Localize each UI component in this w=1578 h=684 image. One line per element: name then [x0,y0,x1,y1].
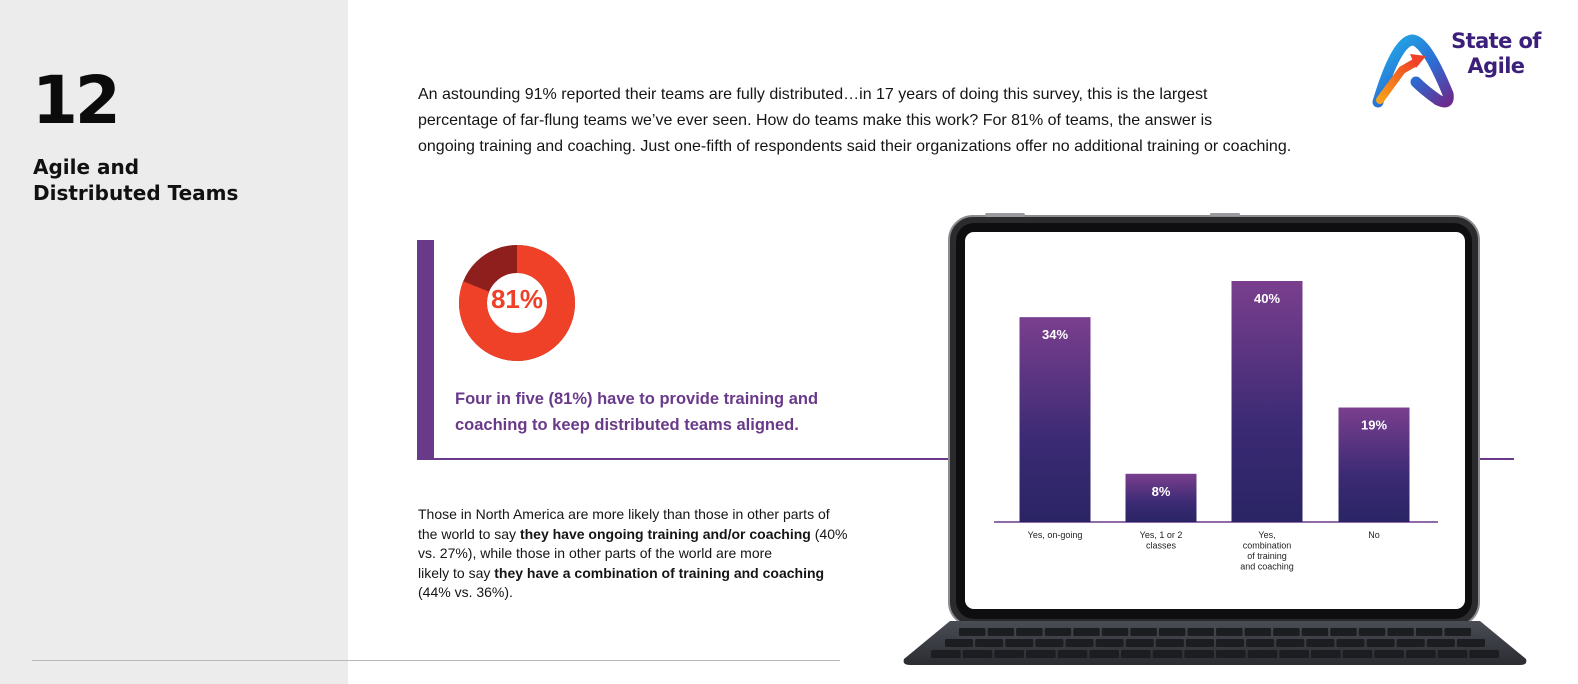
keyboard-key [1065,639,1093,647]
keyboard-key [1216,639,1244,647]
keyboard-key [945,639,973,647]
body-line [418,564,898,584]
keyboard-key [931,650,961,658]
keyboard-key [1005,639,1033,647]
keyboard-key [1045,628,1072,636]
donut-percent-label: 81% [490,284,544,314]
keyboard-key [1187,628,1214,636]
keyboard-key [1121,650,1151,658]
chart-category-label: Yes, combination of training and coaching [1240,530,1294,572]
keyboard-key [1216,650,1246,658]
footer-divider [32,660,840,661]
chart-data-label: 8% [1151,483,1171,499]
body-text-emphasis: they have a combination of training and coaching [494,564,825,581]
body-line: (44% vs. 36%). [418,584,513,600]
keyboard-key [1184,650,1214,658]
chart-category-label: No [1368,530,1380,540]
body-line: vs. 27%), while those in other parts of the world are more [418,545,773,561]
tablet-button [1210,213,1240,216]
keyboard-key [1126,639,1154,647]
keyboard-key [1306,639,1334,647]
keyboard-key [1248,650,1278,658]
keyboard-key [1427,639,1455,647]
keyboard-key [1026,650,1056,658]
keyboard-key [1216,628,1243,636]
keyboard-key [1102,628,1129,636]
keyboard-key [1058,650,1088,658]
sidebar-panel [0,0,348,684]
body-text-emphasis: they have ongoing training and/or coaching [519,525,811,542]
keyboard-key [1273,628,1300,636]
chart-data-label: 19% [1360,417,1388,433]
chart-category-label: Yes, on-going [1027,530,1083,540]
keyboard-key [1276,639,1304,647]
keyboard-key [1330,628,1357,636]
keyboard-key [1302,628,1329,636]
intro-line: An astounding 91% reported their teams are fully distributed…in 17 years of doing this survey, this is the largest [418,86,1208,103]
logo-wordmark [1436,29,1556,79]
callout-accent-bar [417,240,434,460]
keyboard-key [1016,628,1043,636]
tablet-button [985,213,1025,217]
keyboard-key [1089,650,1119,658]
keyboard-key [975,639,1003,647]
intro-line: percentage of far-flung teams we’ve ever seen. How do teams make this work? For 81% of teams, the answer is [418,112,1213,129]
callout-line: Four in five (81%) have to provide training and [455,390,819,408]
keyboard-key [1336,639,1364,647]
body-line: Those in North America are more likely than those in other parts of [418,506,830,522]
chart-data-label: 34% [1041,327,1069,343]
keyboard-key [1444,628,1471,636]
section-title-line: Distributed Teams [33,181,239,205]
keyboard-key [959,628,986,636]
keyboard-key [1457,639,1485,647]
logo-line: State of [1451,29,1541,53]
keyboard-key [1343,650,1373,658]
keyboard-key [1406,650,1436,658]
keyboard-key [1245,628,1272,636]
keyboard-key [1311,650,1341,658]
training-bar-chart [965,232,1465,609]
keyboard-key [1438,650,1468,658]
keyboard-key [1156,639,1184,647]
chart-bars [1020,281,1410,572]
body-paragraph [418,505,898,603]
section-title [33,154,238,206]
keyboard-key [1469,650,1499,658]
keyboard-key [1246,639,1274,647]
keyboard-key [1130,628,1157,636]
body-line [418,525,898,545]
keyboard-key [1159,628,1186,636]
callout-text [455,386,875,438]
keyboard-key [1359,628,1386,636]
keyboard-key [1416,628,1443,636]
keyboard-key [1073,628,1100,636]
keyboard-key [994,650,1024,658]
keyboard-key [1186,639,1214,647]
keyboard-key [1279,650,1309,658]
logo-line: Agile [1467,54,1525,78]
intro-line: ongoing training and coaching. Just one-fifth of respondents said their organizations offer no additional training or coaching. [418,138,1292,155]
chart-data-label: 40% [1253,291,1281,306]
keyboard-key [1374,650,1404,658]
section-title-line: Agile and [33,155,140,179]
section-number: 12 [32,62,118,139]
keyboard-key [1096,639,1124,647]
intro-paragraph [418,82,1418,160]
chart-category-label: Yes, 1 or 2 classes [1139,530,1183,551]
body-text-span: likely to say [418,564,495,581]
body-text-span: the world to say [418,525,520,542]
keyboard-key [1367,639,1395,647]
callout-line: coaching to keep distributed teams aligned. [455,416,799,434]
chart-bar [1232,281,1303,522]
keyboard-key [1035,639,1063,647]
keyboard-key [1387,628,1414,636]
keyboard-key [963,650,993,658]
body-text-span: (40% [810,525,848,542]
keyboard-key [1397,639,1425,647]
keyboard-key [1153,650,1183,658]
chart-bar [1020,317,1091,522]
keyboard-key [988,628,1015,636]
